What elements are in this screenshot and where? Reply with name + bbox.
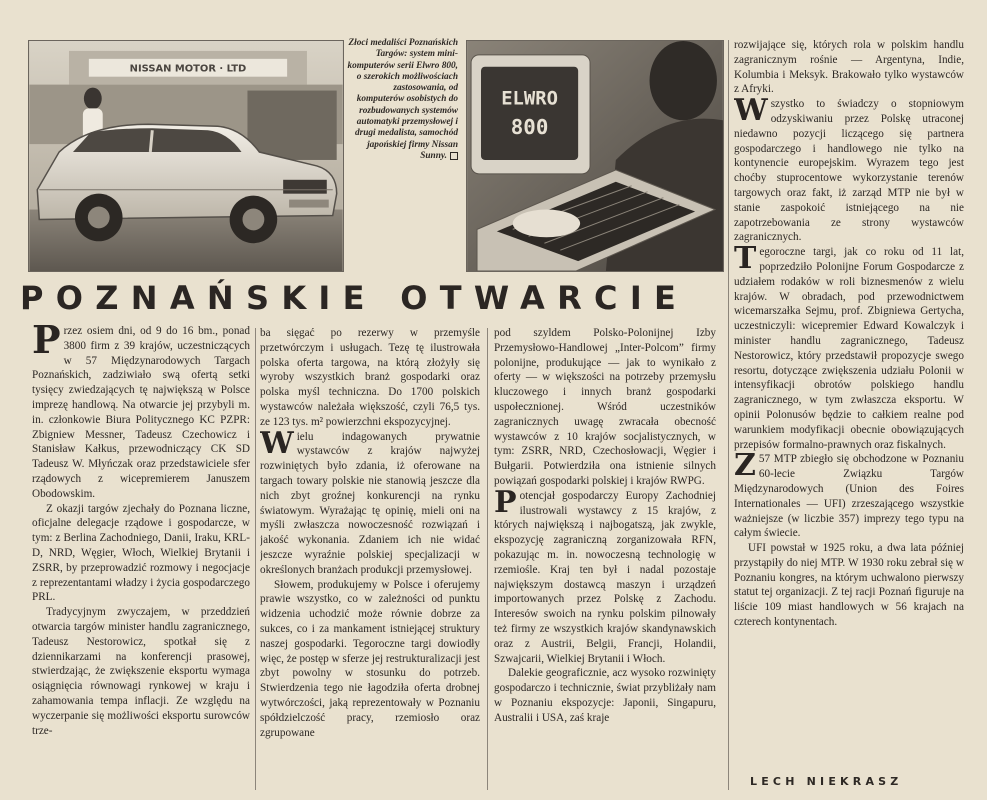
column-rule-2 [487, 328, 488, 790]
end-mark-icon [450, 152, 458, 160]
dropcap: T [734, 241, 757, 277]
article-column-2 [260, 326, 480, 794]
dropcap: P [32, 324, 61, 362]
dropcap: W [734, 93, 768, 129]
col3-paragraph-2 [494, 484, 716, 667]
byline-author: LECH NIEKRASZ [750, 775, 903, 788]
col1-paragraph-1 [32, 324, 250, 502]
col4-text-3: egoroczne targi, jak co roku od 11 lat, poprzedziło Polonijne Forum Gospodarcze z udziałem rodaków w roli biznesmenów z wielu krajów. W obradach, pod przewodnictwem wicemarszałka Sejmu, prof. Zbigniewa Gertycha, uczestniczyli: wicepremier Edward Kowalczyk i minister handlu zagranicznego, Tadeusz Nestorowicz, który przedstawił propozycje swego resortu, dotyczące zwiększenia udziału Polonii w intensyfikacji obrotów polskiego handlu zagranicznego, w tym zwłaszcza eksportu. W opinii Polonusów będzie to całkiem realne pod warunkiem modyfikacji obecnie obowiązujących przepisów formalno-prawnych oraz fiskalnych. [734, 246, 964, 451]
photo-computer [466, 40, 724, 272]
col1-text-1: rzez osiem dni, od 9 do 16 bm., ponad 3800 firm z 39 krajów, uczestniczących w 57 Międzynarodowych Targach Poznańskich, zadziwiało swą ofertą setki tysięcy zwiedzających tę największą w Polsce imprezę handlową. Na otwarcie jej przybyli m. in. członkowie Biura Politycznego KC PZPR: Zbigniew Messner, Tadeusz Czechowicz i Stanisław Kałkus, przewodniczący CK SD Tadeusz W. Młyńczak oraz przedstawiciele sfer rządowych z wicepremierem Januszem Obodowskim. [32, 325, 250, 500]
stand-sign: NISSAN MOTOR · LTD [129, 63, 247, 75]
photo-car [28, 40, 344, 272]
col4-text-4: 57 MTP zbiegło się obchodzone w Poznaniu 60-lecie Związku Targów Międzynarodowych (Union des Foires Internationales — UFI) zrzeszającego wszystkie ważniejsze (w liczbie 357) imprezy tego typu na całym świecie. [734, 453, 964, 540]
col2-text-2: ielu indagowanych prywatnie wystawców z krajów najwyżej rozwiniętych było zdania, iż oferowane na targach towary polskie nie stanowią jeszcze dla nich zbyt groźnej konkurencji na rynku światowym. Wyrażając tę opinię, mieli oni na myśli zwłaszcza nowoczesność rozwiązań i jakość wykonania. Zdaniem ich nie widać jeszcze wyraźnie polskiej specjalizacji w określonych branżach produkcji przemysłowej. [260, 430, 480, 576]
col1-paragraph-2: Z okazji targów zjechały do Poznana liczne, oficjalne delegacje rządowe i gospodarcze, w tym: z Berlina Zachodniego, Danii, Iraku, KRL-D, NRD, Węgier, Włoch, Wielkiej Brytanii i ZSRR, by przeprowadzić rozmowy i negocjacje z reprezentantami władzy i życia gospodarczego PRL. [32, 502, 250, 604]
column-rule-3 [728, 40, 729, 790]
article-column-1 [32, 324, 250, 794]
col2-paragraph-3: Słowem, produkujemy w Polsce i oferujemy prawie wszystko, co w zależności od punktu widzenia uchodzić może równie dobrze za sukces, co i za mankament istniejącej struktury naszej gospodarki. Tegoroczne targi dowiodły więc, że postęp w sferze jej restrukturalizacji jest zbyt powolny w stosunku do potrzeb. Stwierdzenia tego nie łagodziła oferta drobnej wytwórczości, jaką reprezentowały w Poznaniu spółdzielczość pracy, rzemiosło oraz zgrupowane [260, 578, 480, 739]
col4-paragraph-4 [734, 448, 964, 541]
caption-text: Złoci medaliści Poznańskich Targów: system mini-komputerów serii Elwro 800, o szerokich możliwościach zastosowania, od komputerów osobistych do rozbudowanych systemów automatyki przemysłowej i drugi medalista, samochód japońskiej firmy Nissan Sunny. [347, 38, 458, 161]
col4-paragraph-3 [734, 241, 964, 452]
dropcap: Z [734, 448, 756, 484]
col2-paragraph-2 [260, 425, 480, 578]
col2-paragraph-1: ba sięgać po rezerwy w przemyśle przetwórczym i usługach. Tezę tę ilustrowała polska oferta targowa, na którą złożyły się wyroby wszystkich branż gospodarki oraz polska myśl techniczna. Do 1700 polskich wystawców należała większość, czyli 76,5 tys. ze 123 tys. m² powierzchni ekspozycyjnej. [260, 327, 480, 428]
col3-paragraph-3: Dalekie geograficznie, acz wysoko rozwinięty gospodarczo i technicznie, świat przybliżały nam w Poznaniu ekspozycje: Japonii, Singapuru, Australii i USA, zaś kraje [494, 667, 716, 724]
screen-text-line1: ELWRO [501, 88, 558, 110]
column-rule-1 [255, 328, 256, 790]
article-column-4 [734, 38, 964, 772]
col4-paragraph-1: rozwijające się, których rola w polskim handlu zagranicznym rośnie — Argentyna, Indie, Kolumbia i Meksyk. Brakowało tylko wystawców z Afryki. [734, 39, 964, 96]
article-column-3 [494, 326, 716, 794]
photo-caption [346, 38, 458, 162]
headline: POZNAŃSKIE OTWARCIE [20, 279, 689, 317]
col3-text-2: otencjał gospodarczy Europy Zachodniej ilustrowali wystawcy z 15 krajów, z których największą i najbogatszą, jak zwykle, ekspozycję zagraniczną zorganizowała RFN, pokazując m. in. nowoczesną technologię w rzemiośle. Kraj ten był i nadal pozostaje największym dostawcą maszyn i urządzeń importowanych przez Polskę z Zachodu. Interesów swoich na rynku polskim pilnowały też firmy ze wszystkich krajów skandynawskich oraz z Austrii, Belgii, Francji, Holandii, Szwajcarii, Wielkiej Brytanii i Włoch. [494, 489, 716, 665]
screen-text-line2: 800 [510, 115, 549, 140]
col1-paragraph-3: Tradycyjnym zwyczajem, w przeddzień otwarcia targów minister handlu zagranicznego, Tadeusz Nestorowicz, spotkał się z dziennikarzami na konferencji prasowej, stwierdzając, że zwiększenie eksportu wymaga osiągnięcia równowagi rynkowej w kraju i zahamowania tempa inflacji. Ze względu na wyczerpanie się możliwości eksportu surowców trze- [32, 606, 250, 737]
col3-paragraph-1: pod szyldem Polsko-Polonijnej Izby Przemysłowo-Handlowej „Inter-Polcom” firmy polonijne, produkujące — jak to wynikało z oferty — w większości na potrzeby przemysłu kluczowego i innych branż gospodarki uspołecznionej. Wśród uczestników zagranicznych uwagę zwracała obecność wystawców z 10 krajów socjalistycznych, w tym: ZSRR, NRD, Czechosłowacji, Węgier i Bułgarii. Potwierdziła ona istnienie silnych powiązań gospodarki polskiej i krajów RWPG. [494, 327, 716, 487]
col4-text-2: szystko to świadczy o stopniowym odzyskiwaniu przez Polskę utraconej niedawno pozycji liczącego się partnera gospodarczego i handlowego nie tylko na kontynencie europejskim. Wyrazem tego jest choćby stuprocentowe wykorzystanie terenów targowych oraz fakt, iż zarząd MTP nie był w stanie zaspokoić istniejącego na nie zapotrzebowania ze strony wystawców zagranicznych. [734, 98, 964, 244]
col4-paragraph-2 [734, 93, 964, 245]
computer-photo-drawing [467, 41, 723, 271]
dropcap: W [260, 425, 294, 461]
dropcap: P [494, 484, 517, 520]
car-photo-drawing [29, 41, 343, 271]
col4-paragraph-5: UFI powstał w 1925 roku, a dwa lata później przystąpiły do niej MTP. W 1930 roku zebrał się w Poznaniu kongres, na którym uchwalono pierwszy statut tej organizacji. Z tej racji Poznań figuruje na liście 109 miast handlowych w 56 krajach na czterech kontynentach. [734, 542, 964, 629]
